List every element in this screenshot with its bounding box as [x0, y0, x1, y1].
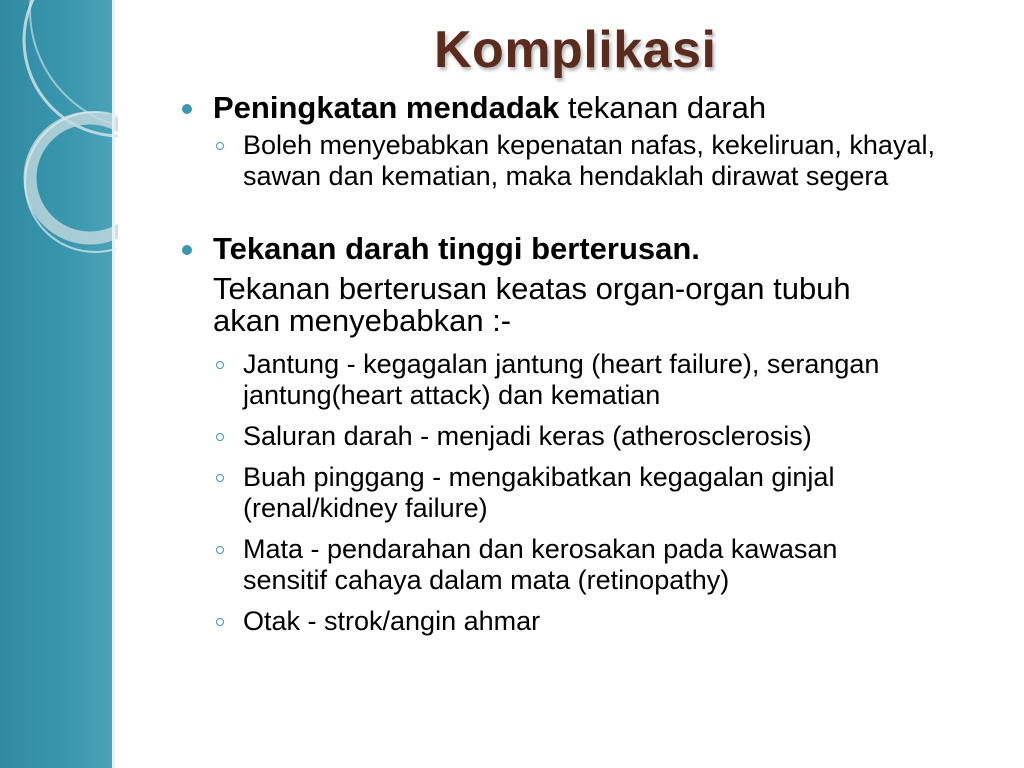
sub-bullet-text: Boleh menyebabkan kepenatan nafas, kekeliruan, khayal, sawan dan kematian, maka hendaklah dirawat segera	[243, 130, 935, 191]
sub-bullet-ring-icon	[216, 474, 224, 482]
sub-bullet-text: Otak - strok/angin ahmar	[243, 606, 541, 636]
sub-bullet-text: Buah pinggang - mengakibatkan kegagalan ginjal (renal/kidney failure)	[243, 462, 835, 523]
slide-content	[180, 86, 1000, 637]
band-edge-line	[112, 0, 115, 768]
sub-bullet-ring-icon	[216, 361, 224, 369]
sub-bullet-buah-pinggang	[180, 462, 943, 524]
bullet-paragraph: Tekanan berterusan keatas organ-organ tubuh akan menyebabkan :-	[213, 271, 851, 338]
sub-bullet-text: Jantung - kegagalan jantung (heart failure), serangan jantung(heart attack) dan kematian	[243, 349, 880, 410]
bullet-text: tekanan darah	[559, 90, 767, 125]
bullet-bold-text: Tekanan darah tinggi berterusan.	[213, 231, 700, 266]
sub-bullet-ring-icon	[216, 618, 224, 626]
sub-bullet-jantung	[180, 349, 943, 411]
sub-bullet	[180, 130, 963, 192]
sub-bullet-text: Saluran darah - menjadi keras (atherosclerosis)	[243, 421, 812, 451]
sub-bullet-mata	[180, 534, 923, 596]
sub-bullet-ring-icon	[216, 142, 224, 150]
bullet-tekanan-berterusan	[180, 231, 1000, 267]
bullet-bold-text: Peningkatan mendadak	[213, 90, 560, 125]
sub-bullet-ring-icon	[216, 546, 224, 554]
sub-bullet-ring-icon	[216, 433, 224, 441]
bullet-peningkatan	[180, 90, 1000, 126]
slide-title: Komplikasi	[434, 21, 717, 79]
bullet-dot-icon	[182, 104, 192, 114]
bullet-dot-icon	[182, 245, 192, 255]
sub-bullet-saluran-darah	[180, 421, 1023, 452]
sub-bullet-otak	[180, 606, 943, 637]
sub-bullet-text: Mata - pendarahan dan kerosakan pada kawasan sensitif cahaya dalam mata (retinopathy)	[243, 534, 838, 595]
decorative-rings	[0, 0, 118, 300]
